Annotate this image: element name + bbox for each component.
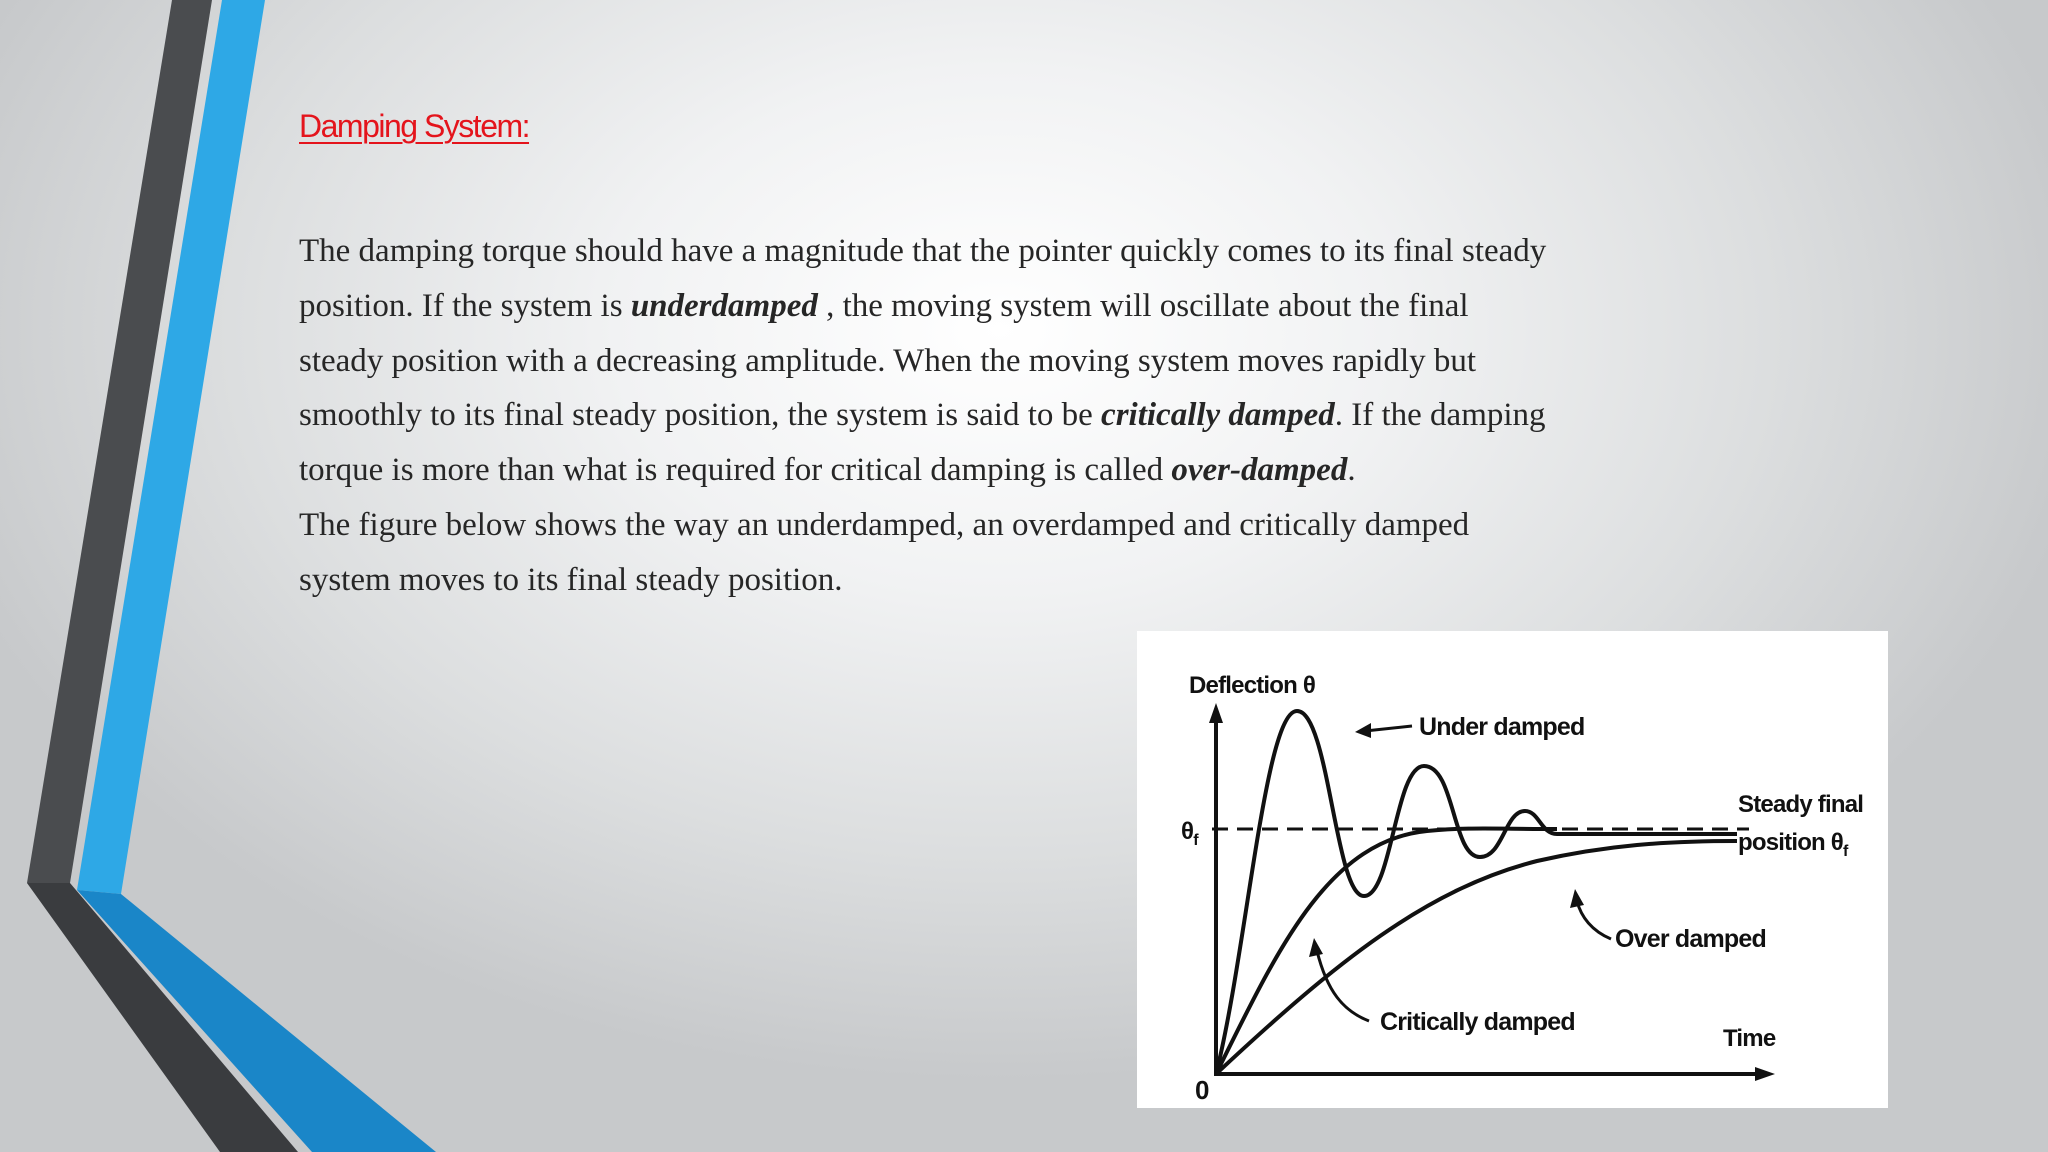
term-critically-damped: critically damped — [1101, 397, 1335, 434]
body-text — [299, 224, 1549, 608]
text-segment: . — [1347, 452, 1356, 489]
text-segment: The damping torque should have a magnitude that the pointer quickly comes to its final steady position. If the system is — [299, 233, 1547, 324]
steady-level-theta: θ — [1181, 818, 1194, 845]
y-axis-label: Deflection θ — [1189, 672, 1316, 699]
over-damped-label: Over damped — [1615, 925, 1766, 953]
x-axis-label: Time — [1723, 1025, 1776, 1052]
over-damped-curve — [1216, 841, 1737, 1074]
damping-curves-figure — [1137, 631, 1888, 1108]
slide-title: Damping System: — [299, 108, 530, 144]
over-damped-arrow-icon — [1570, 889, 1584, 908]
term-over-damped: over-damped — [1171, 452, 1348, 489]
y-axis-arrow-icon — [1209, 703, 1223, 723]
text-segment: , the moving system will oscillate about the final steady position with a decreasing amplitude. When the moving system moves rapidly but smoothly to its final steady position, the system is said to be — [299, 287, 1477, 434]
paragraph-damping-description — [299, 224, 1549, 498]
steady-final-position-text: position θ — [1738, 829, 1843, 856]
x-axis-arrow-icon — [1755, 1067, 1775, 1081]
over-damped-pointer — [1577, 901, 1611, 939]
text-segment: . If the damping torque is more than what is required for critical damping is called — [299, 397, 1546, 489]
steady-level-label — [1181, 818, 1199, 849]
origin-label: 0 — [1195, 1075, 1209, 1105]
under-damped-arrow-icon — [1355, 723, 1371, 738]
critically-damped-label: Critically damped — [1380, 1008, 1575, 1036]
term-underdamped: underdamped — [630, 287, 818, 324]
steady-level-subscript: f — [1193, 832, 1198, 849]
critically-damped-arrow-icon — [1309, 938, 1323, 957]
under-damped-pointer — [1365, 726, 1412, 731]
damping-diagram — [1137, 631, 1888, 1108]
steady-final-subscript: f — [1842, 843, 1848, 860]
steady-final-label-line1: Steady final — [1738, 791, 1864, 818]
steady-final-label-line2 — [1738, 829, 1849, 860]
paragraph-figure-intro: The figure below shows the way an underdamped, an overdamped and critically damped system moves to its final steady position. — [299, 506, 1470, 598]
under-damped-label: Under damped — [1419, 713, 1585, 741]
